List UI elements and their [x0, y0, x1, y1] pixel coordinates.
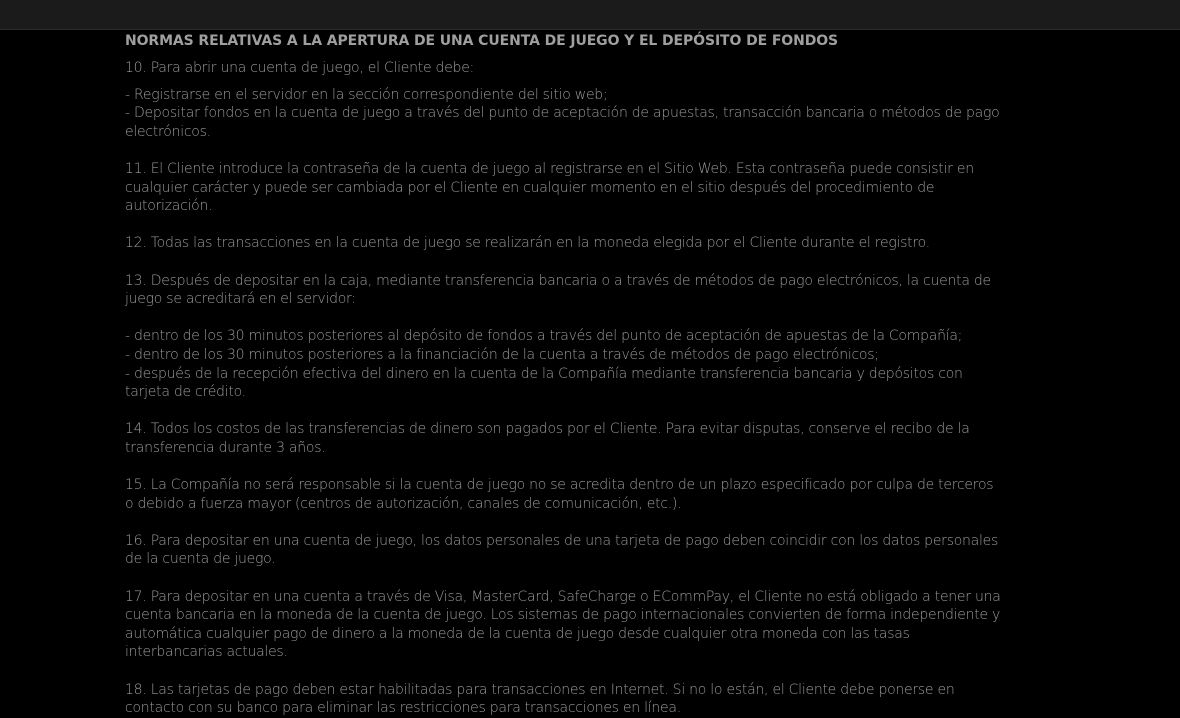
list-item: - Depositar fondos en la cuenta de juego a través del punto de aceptación de apuestas, transacción bancaria o métodos de pago electrónicos.	[125, 105, 1000, 140]
list-item: - después de la recepción efectiva del dinero en la cuenta de la Compañía mediante transferencia bancaria y depósitos con tarjeta de crédito.	[125, 365, 963, 401]
paragraph-12: 12. Todas las transacciones en la cuenta de juego se realizarán en la moneda elegida por el Cliente durante el registro.	[125, 235, 930, 252]
spacer	[125, 457, 1005, 476]
spacer	[125, 402, 1005, 421]
list-item: - Registrarse en el servidor en la sección correspondiente del sitio web;	[125, 86, 608, 103]
paragraph-13-items	[125, 327, 1005, 401]
spacer	[125, 569, 1005, 588]
list-item: - dentro de los 30 minutos posteriores a la financiación de la cuenta a través de métodos de pago electrónicos;	[125, 346, 879, 363]
spacer	[125, 216, 1005, 235]
spacer	[125, 513, 1005, 532]
paragraph-17: 17. Para depositar en una cuenta a través de Visa, MasterCard, SafeCharge o ECommPay, el Cliente no está obligado a tener una cuenta bancaria en la moneda de la cuenta de juego. Los sistemas de pago internacionales convierten de forma independiente y automática cualquier pago de dinero a la moneda de la cuenta de juego desde cualquier otra moneda con las tasas interbancarias actuales.	[125, 588, 1001, 661]
list-item: - dentro de los 30 minutos posteriores al depósito de fondos a través del punto de aceptación de apuestas de la Compañía;	[125, 328, 963, 345]
spacer	[125, 141, 1005, 160]
paragraph-14: 14. Todos los costos de las transferencias de dinero son pagados por el Cliente. Para evitar disputas, conserve el recibo de la transferencia durante 3 años.	[125, 421, 970, 456]
top-bar	[0, 0, 1180, 30]
spacer	[125, 253, 1005, 272]
paragraph-11: 11. El Cliente introduce la contraseña de la cuenta de juego al registrarse en el Sitio Web. Esta contraseña puede consistir en cualquier carácter y puede ser cambiada por el Cliente en cualquier momento en el sitio después del procedimiento de autorización.	[125, 160, 974, 215]
paragraph-15: 15. La Compañía no será responsable si la cuenta de juego no se acredita dentro de un plazo especificado por culpa de terceros o debido a fuerza mayor (centros de autorización, canales de comunicación, etc.).	[125, 477, 994, 512]
spacer	[125, 309, 1005, 328]
section-title: NORMAS RELATIVAS A LA APERTURA DE UNA CUENTA DE JUEGO Y EL DEPÓSITO DE FONDOS	[125, 33, 839, 49]
paragraph-10-intro: 10. Para abrir una cuenta de juego, el Cliente debe:	[125, 60, 475, 76]
spacer	[125, 662, 1005, 681]
paragraph-18: 18. Las tarjetas de pago deben estar habilitadas para transacciones en Internet. Si no lo están, el Cliente debe ponerse en contacto con su banco para eliminar las restricciones para transacciones en línea.	[125, 681, 955, 717]
paragraph-13-intro: 13. Después de depositar en la caja, mediante transferencia bancaria o a través de métodos de pago electrónicos, la cuenta de juego se acreditará en el servidor:	[125, 272, 991, 308]
terms-content	[125, 31, 1005, 718]
paragraph-10-items	[125, 86, 1005, 142]
paragraph-16: 16. Para depositar en una cuenta de juego, los datos personales de una tarjeta de pago deben coincidir con los datos personales de la cuenta de juego.	[125, 532, 999, 568]
